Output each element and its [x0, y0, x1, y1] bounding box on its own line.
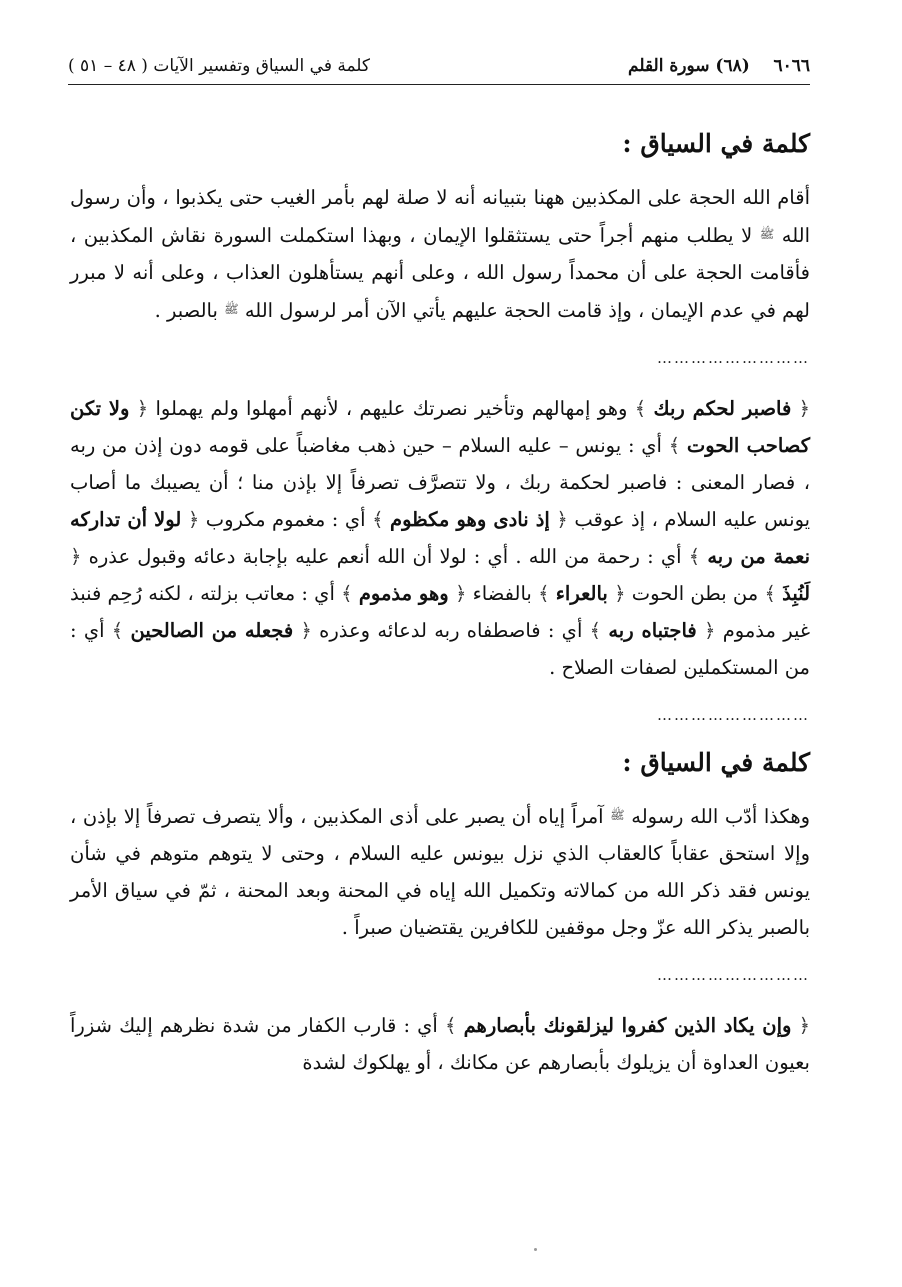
- tafsir-text: أي : معاتب بزلته ، لكنه رُحِم فنبذ غير مذموم: [70, 581, 811, 642]
- quran-verse: فجعله من الصالحين: [130, 618, 294, 642]
- tafsir-text: أي : مغموم مكروب: [205, 507, 366, 531]
- paragraph-text: وهكذا أدّب الله رسوله: [631, 805, 811, 828]
- quran-bracket-close: ﴾: [764, 581, 776, 605]
- quran-bracket-open: ﴿: [300, 618, 312, 642]
- paragraph-context-2: [70, 797, 810, 946]
- quran-bracket-open: ﴿: [614, 581, 626, 605]
- section-title: كلمة في السياق وتفسير الآيات ( ٤٨ – ٥١ ): [68, 56, 371, 76]
- section-heading-context-1: كلمة في السياق :: [622, 129, 810, 158]
- quran-verse: ولا تكن كصاحب الحوت: [70, 396, 810, 457]
- tafsir-text: بالفضاء: [472, 581, 532, 605]
- quran-bracket-open: ﴿: [704, 618, 716, 642]
- quran-bracket-close: ﴾: [634, 396, 647, 420]
- quran-verse: فاصبر لحكم ربك: [653, 396, 792, 420]
- quran-bracket-open: ﴿: [556, 507, 568, 531]
- tafsir-text: أي : قارب الكفار من شدة نظرهم إليك شزراً بعيون العداوة أن يزيلوك بأبصارهم عن مكانك ، أو يهلكوك لشدة: [70, 1014, 810, 1074]
- quran-bracket-open: ﴿: [454, 581, 467, 605]
- surah-name: (٦٨) سورة القلم: [628, 56, 750, 76]
- section-divider: ………………………: [657, 966, 810, 984]
- pbuh-honorific-icon: ﷺ: [610, 808, 625, 822]
- paragraph-context-1: [70, 179, 810, 329]
- pbuh-honorific-icon: ﷺ: [224, 301, 239, 316]
- quran-verse: وإن يكاد الذين كفروا ليزلقونك بأبصارهم: [463, 1014, 792, 1037]
- page-speck: [534, 1248, 537, 1251]
- pbuh-honorific-icon: ﷺ: [759, 226, 775, 241]
- tafsir-text: وهو إمهالهم وتأخير نصرتك عليهم ، لأنهم أمهلوا ولم يهملوا: [155, 396, 628, 420]
- section-heading-context-2: كلمة في السياق :: [622, 747, 810, 777]
- quran-bracket-open: ﴿: [136, 396, 149, 420]
- paragraph-text: آمراً إياه أن يصبر على أذى المكذبين ، وألا يتصرف تصرفاً إلا بإذن ، وإلا استحق عقاباً كالعقاب الذي نزل بيونس عليه السلام ، وحتى لا يتوهم متوهم في شأن يونس فقد ذكر الله من كمالاته وتكميل الله إياه في المحنة وبعد المحنة ، ثمّ في سياق الأمر بالصبر يذكر الله عزّ وجل موقفين للكافرين يقتضيان صبراً .: [70, 805, 810, 939]
- quran-bracket-close: ﴾: [538, 581, 550, 605]
- paragraph-text: لا يطلب منهم أجراً حتى يستثقلوا الإيمان ، وبهذا استكملت السورة نقاش المكذبين ، فأقامت الحجة على أن محمداً رسول الله ، وعلى أنهم يستأهلون العذاب ، وعلى أنه لا مبرر لهم في عدم الإيمان ، وإذ قامت الحجة عليهم يأتي الآن أمر لرسول الله: [70, 223, 810, 322]
- quran-bracket-close: ﴾: [341, 581, 353, 605]
- quran-verse: بالعراء: [555, 581, 608, 605]
- quran-verse: فاجتباه ربه: [608, 618, 697, 642]
- page-number-and-surah: [628, 56, 810, 76]
- quran-bracket-open: ﴿: [187, 507, 200, 531]
- tafsir-text: أي : من المستكملين لصفات الصلاح .: [70, 618, 810, 679]
- quran-bracket-close: ﴾: [444, 1014, 457, 1037]
- quran-bracket-close: ﴾: [111, 618, 124, 642]
- running-header: [68, 56, 810, 85]
- quran-bracket-close: ﴾: [668, 433, 681, 457]
- quran-bracket-open: ﴿: [70, 544, 82, 568]
- quran-bracket-close: ﴾: [589, 618, 602, 642]
- paragraph-tafsir: [70, 390, 810, 686]
- quran-bracket-close: ﴾: [372, 507, 384, 531]
- tafsir-text: أي : رحمة من الله . أي : لولا أن الله أنعم عليه بإجابة دعائه وقبول عذره: [88, 544, 682, 568]
- tafsir-text: من بطن الحوت: [631, 581, 759, 605]
- paragraph-text: أقام الله الحجة على المكذبين ههنا بتبيانه أنه لا صلة لهم بأمر الغيب حتى يكذبوا ، وأن رسول الله: [70, 185, 811, 247]
- quran-verse: لولا أن تداركه نعمة من ربه: [70, 507, 811, 568]
- section-divider: ………………………: [657, 705, 810, 724]
- page-content: [70, 118, 810, 1081]
- quran-bracket-open: ﴿: [798, 1014, 810, 1037]
- tafsir-text: أي : يونس – عليه السلام – حين ذهب مغاضباً على قومه دون إذن من ربه ، فصار المعنى : فاصبر لحكمة ربك ، ولا تتصرَّف تصرفاً إلا بإذن منا ؛ أن يصيبك ما أصاب يونس عليه السلام ، إذ عوقب: [70, 433, 811, 531]
- tafsir-text: أي : فاصطفاه ربه لدعائه وعذره: [319, 618, 583, 642]
- page-number: ٦٠٦٦: [773, 56, 810, 76]
- quran-verse: لَنُبِذَ: [782, 581, 811, 605]
- section-divider: ………………………: [657, 348, 810, 367]
- quran-verse: إذ نادى وهو مكظوم: [390, 507, 550, 531]
- paragraph-tafsir-2: [70, 1007, 810, 1081]
- paragraph-text: بالصبر .: [154, 298, 218, 322]
- quran-bracket-open: ﴿: [798, 396, 811, 420]
- quran-verse: وهو مذموم: [358, 581, 449, 605]
- quran-bracket-close: ﴾: [688, 544, 701, 568]
